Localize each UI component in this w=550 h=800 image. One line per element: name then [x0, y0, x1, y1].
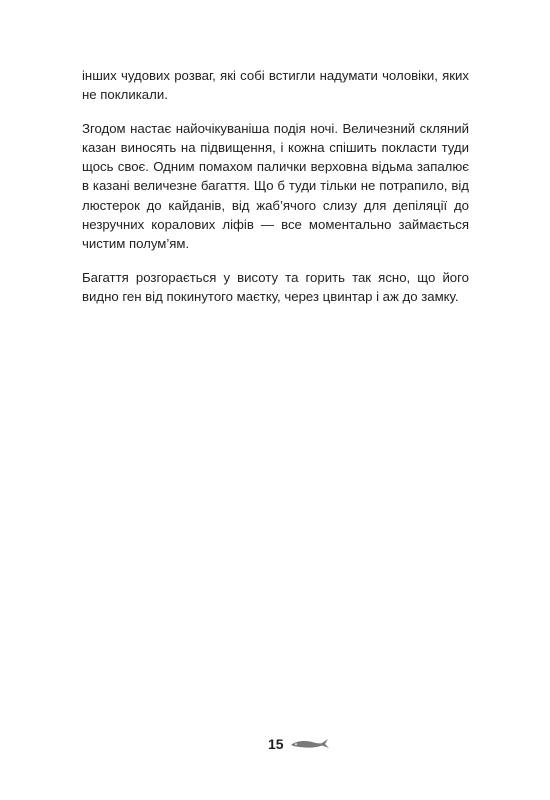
paragraph-2: Згодом настає найочікуваніша подія ночі. Величезний скляний казан виносять на підвищення, і кожна спішить покласти туди щось своє. Одним помахом палички верховна відьма запалює в казані величезне багаття. Що б туди тільки не потрапило, від люстерок до кайданів, від жаб’ячого слизу для депіляції до незручних коралових ліфів — все моментально займається чистим полум’ям. — [82, 121, 469, 251]
fish-icon — [290, 737, 330, 751]
paragraph-3: Багаття розгорається у висоту та горить так ясно, що його видно ген від покинутого маєтку, через цвинтар і аж до замку. — [82, 269, 469, 304]
page-footer — [0, 730, 550, 760]
body-text — [82, 66, 469, 321]
paragraph-1: інших чудових розваг, які собі встигли надумати чоловіки, яких не покликали. — [82, 68, 469, 103]
page-number: 15 — [268, 736, 284, 752]
